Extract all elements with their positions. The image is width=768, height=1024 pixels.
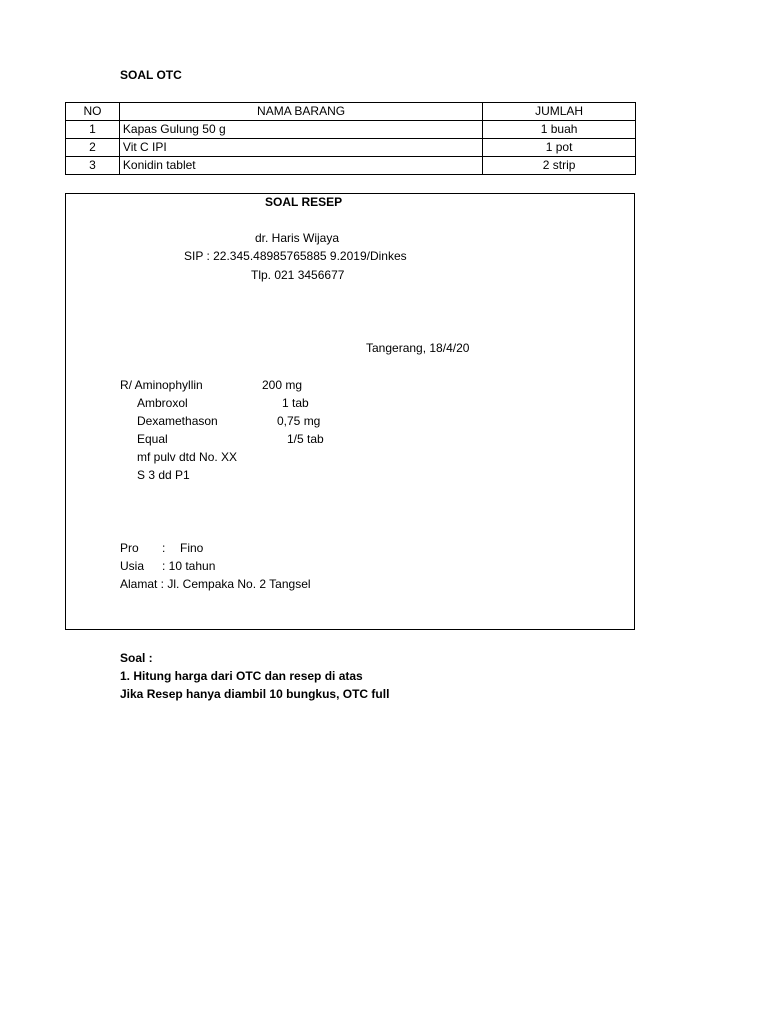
otc-table xyxy=(65,102,636,175)
rx-item-name: Dexamethason xyxy=(137,414,218,428)
row-qty: 1 buah xyxy=(483,121,636,139)
row-no: 3 xyxy=(66,157,120,175)
rx-item-dose: 1/5 tab xyxy=(287,432,324,446)
patient-age-value: : 10 tahun xyxy=(162,559,216,573)
row-name: Kapas Gulung 50 g xyxy=(119,121,482,139)
otc-title: SOAL OTC xyxy=(120,68,182,82)
rx-item-dose: 0,75 mg xyxy=(277,414,321,428)
patient-pro-label: Pro xyxy=(120,541,139,555)
col-header-name: NAMA BARANG xyxy=(119,103,482,121)
doctor-phone: Tlp. 021 3456677 xyxy=(251,268,345,282)
rx-item-name: Equal xyxy=(137,432,168,446)
row-no: 1 xyxy=(66,121,120,139)
patient-address: Alamat : Jl. Cempaka No. 2 Tangsel xyxy=(120,577,311,591)
col-header-qty: JUMLAH xyxy=(483,103,636,121)
rx-item-name: R/ Aminophyllin xyxy=(120,378,203,392)
question-label: Soal : xyxy=(120,651,153,665)
rx-signa: S 3 dd P1 xyxy=(137,468,190,482)
patient-pro-value: Fino xyxy=(180,541,204,555)
patient-pro-sep: : xyxy=(162,541,166,555)
col-header-no: NO xyxy=(66,103,120,121)
table-row xyxy=(66,121,636,139)
doctor-sip: SIP : 22.345.48985765885 9.2019/Dinkes xyxy=(184,249,407,263)
table-header-row xyxy=(66,103,636,121)
row-qty: 2 strip xyxy=(483,157,636,175)
patient-age-label: Usia xyxy=(120,559,145,573)
place-date: Tangerang, 18/4/20 xyxy=(366,341,470,355)
row-no: 2 xyxy=(66,139,120,157)
rx-item-dose: 1 tab xyxy=(282,396,309,410)
row-name: Konidin tablet xyxy=(119,157,482,175)
table-row xyxy=(66,157,636,175)
question-line-1: 1. Hitung harga dari OTC dan resep di atas xyxy=(120,669,363,683)
row-qty: 1 pot xyxy=(483,139,636,157)
prescription-title: SOAL RESEP xyxy=(265,195,343,209)
rx-item-dose: 200 mg xyxy=(262,378,303,392)
doctor-name: dr. Haris Wijaya xyxy=(255,231,340,245)
table-row xyxy=(66,139,636,157)
row-name: Vit C IPI xyxy=(119,139,482,157)
rx-instruction: mf pulv dtd No. XX xyxy=(137,450,238,464)
rx-item-name: Ambroxol xyxy=(137,396,188,410)
question-line-2: Jika Resep hanya diambil 10 bungkus, OTC full xyxy=(120,687,390,701)
